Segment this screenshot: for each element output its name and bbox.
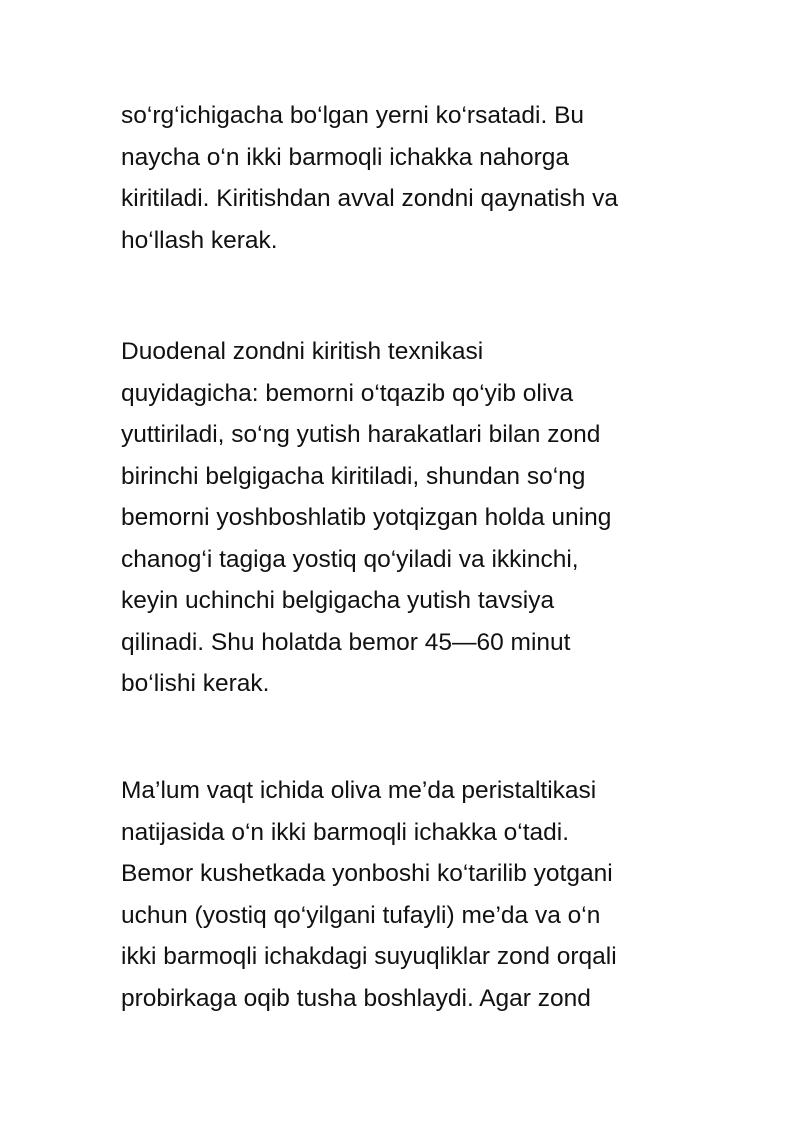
text-line: birinchi belgigacha kiritiladi, shundan so‘ng bbox=[121, 462, 586, 490]
text-line: yuttiriladi, so‘ng yutish harakatlari bilan zond bbox=[121, 421, 601, 448]
text-line: kiritiladi. Kiritishdan avval zondni qaynatish va bbox=[121, 185, 619, 212]
text-line: ikki barmoqli ichakdagi suyuqliklar zond orqali bbox=[121, 943, 617, 970]
text-line: qilinadi. Shu holatda bemor 45—60 minut bbox=[121, 628, 571, 656]
text-line: keyin uchinchi belgigacha yutish tavsiya bbox=[121, 587, 555, 614]
text-line: probirkaga oqib tusha boshlaydi. Agar zond bbox=[121, 984, 591, 1012]
text-line: chanog‘i tagiga yostiq qo‘yiladi va ikkinchi, bbox=[121, 545, 579, 573]
paragraph-3 bbox=[121, 770, 701, 1019]
text-line: so‘rg‘ichigacha bo‘lgan yerni ko‘rsatadi. Bu bbox=[121, 102, 585, 129]
text-line: natijasida o‘n ikki barmoqli ichakka o‘tadi. bbox=[121, 818, 570, 846]
text-line: naycha o‘n ikki barmoqli ichakka nahorga bbox=[121, 143, 570, 171]
text-line: bemorni yoshboshlatib yotqizgan holda uning bbox=[121, 504, 612, 531]
paragraph-1 bbox=[121, 95, 701, 261]
text-line: quyidagicha: bemorni o‘tqazib qo‘yib oliva bbox=[121, 379, 574, 407]
text-line: bo‘lishi kerak. bbox=[121, 670, 270, 697]
text-line: Bemor kushetkada yonboshi ko‘tarilib yotgani bbox=[121, 860, 613, 887]
paragraph-2 bbox=[121, 331, 701, 705]
text-line: Duodenal zondni kiritish texnikasi bbox=[121, 338, 484, 365]
text-line: Ma’lum vaqt ichida oliva me’da peristaltikasi bbox=[121, 777, 597, 804]
text-line: ho‘llash kerak. bbox=[121, 226, 278, 254]
text-line: uchun (yostiq qo‘yilgani tufayli) me’da va o‘n bbox=[121, 901, 601, 929]
